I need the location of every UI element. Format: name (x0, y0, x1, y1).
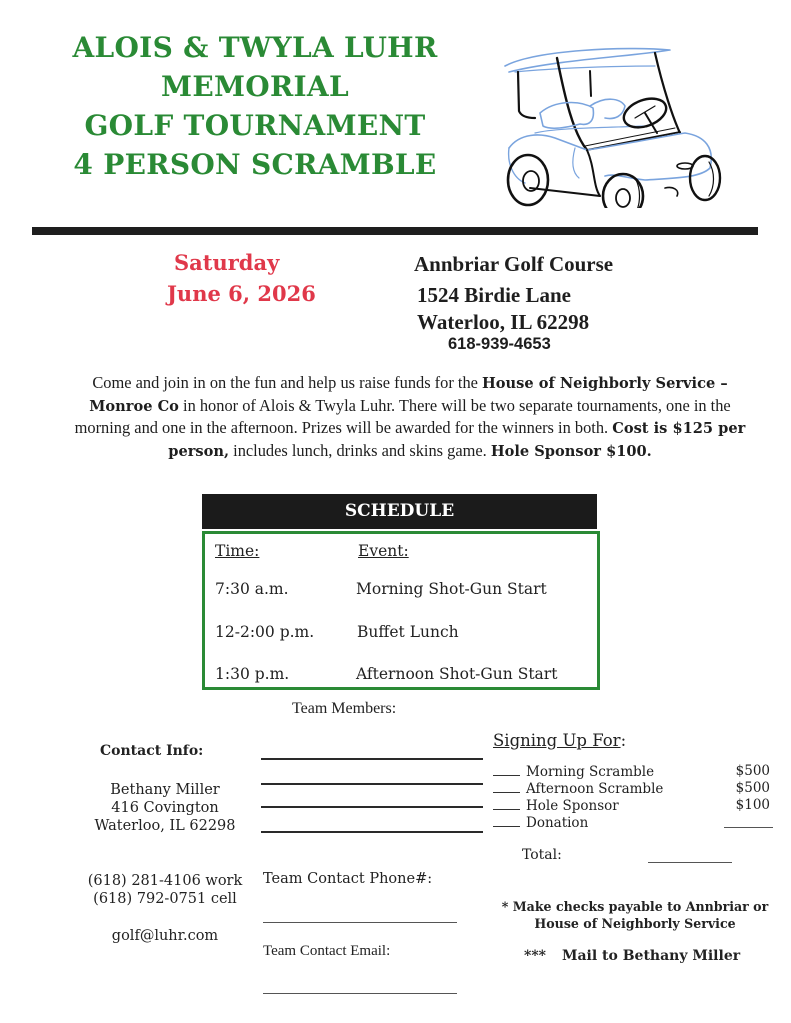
event-header: Event: (358, 542, 409, 560)
option-label: Donation (526, 815, 589, 831)
contact-cell-phone: (618) 792-0751 cell (93, 891, 237, 907)
option-price: $500 (735, 780, 770, 796)
checkbox-blank[interactable] (493, 780, 520, 793)
title-line: GOLF TOURNAMENT (84, 109, 426, 142)
intro-text: Come and join in on the fun and help us raise funds for the (92, 373, 483, 392)
header-divider (32, 227, 758, 235)
schedule-event: Buffet Lunch (357, 623, 459, 641)
schedule-table (202, 531, 600, 690)
option-label: Morning Scramble (526, 764, 655, 780)
beneficiary-name: House of Neighborly Service – Monroe Co (89, 375, 728, 415)
signup-option-afternoon[interactable] (493, 780, 663, 797)
event-date-text: June 6, 2026 (167, 281, 316, 306)
schedule-time: 1:30 p.m. (215, 665, 290, 683)
team-contact-email-label: Team Contact Email: (263, 943, 391, 959)
total-label: Total: (522, 847, 562, 863)
schedule-event: Morning Shot-Gun Start (356, 580, 547, 598)
team-members-label: Team Members: (292, 700, 397, 717)
contact-info-title: Contact Info: (100, 743, 204, 759)
signing-up-title (493, 731, 626, 750)
contact-work-phone: (618) 281-4106 work (87, 873, 243, 889)
venue-phone: 618-939-4653 (448, 335, 551, 353)
venue-name: Annbriar Golf Course (414, 252, 614, 276)
option-price: $100 (735, 797, 770, 813)
tournament-title (30, 28, 480, 184)
contact-city: Waterloo, IL 62298 (94, 818, 236, 834)
event-day: Saturday (174, 250, 280, 275)
total-amount-line[interactable] (648, 862, 732, 863)
time-header: Time: (215, 542, 260, 560)
team-member-line[interactable] (261, 783, 483, 785)
hole-sponsor-text: Hole Sponsor $100. (490, 442, 652, 460)
contact-email[interactable]: golf@luhr.com (111, 928, 219, 944)
golf-cart-icon (495, 38, 735, 208)
intro-text: includes lunch, drinks and skins game. (229, 440, 491, 460)
checks-note-line: House of Neighborly Service (534, 916, 736, 931)
contact-name: Bethany Miller (110, 782, 220, 798)
venue-street: 1524 Birdie Lane (417, 283, 572, 307)
venue-city: Waterloo, IL 62298 (417, 310, 590, 334)
signing-up-label: Signing Up For (493, 731, 621, 750)
team-contact-email-line[interactable] (263, 993, 457, 994)
schedule-event: Afternoon Shot-Gun Start (356, 665, 558, 683)
intro-paragraph (65, 372, 755, 462)
checkbox-blank[interactable] (493, 814, 520, 827)
mail-to-text: Mail to Bethany Miller (561, 948, 741, 964)
team-member-line[interactable] (261, 806, 483, 808)
signup-option-morning[interactable] (493, 763, 654, 780)
title-line: ALOIS & TWYLA LUHR (72, 31, 438, 64)
signup-option-hole-sponsor[interactable] (493, 797, 619, 814)
cost-text: Cost is $125 per person, (168, 420, 746, 460)
checkbox-blank[interactable] (493, 797, 520, 810)
team-member-line[interactable] (261, 758, 483, 760)
team-member-line[interactable] (261, 831, 483, 833)
signup-option-donation[interactable] (493, 814, 588, 831)
mail-stars: *** (524, 948, 546, 964)
team-contact-phone-label: Team Contact Phone#: (263, 871, 433, 887)
contact-address (70, 781, 260, 835)
option-label: Afternoon Scramble (526, 781, 664, 797)
checks-note-line: * Make checks payable to Annbriar or (501, 899, 769, 914)
contact-phones (70, 872, 260, 908)
schedule-time: 7:30 a.m. (215, 580, 289, 598)
title-line: 4 PERSON SCRAMBLE (73, 148, 437, 181)
intro-text: in honor of Alois & Twyla Luhr. There will be two separate tournaments, one in the morning and one in the afternoon. Prizes will be awarded for the winners in both. (74, 395, 731, 438)
donation-amount-line[interactable] (724, 827, 773, 828)
signing-up-colon: : (620, 731, 627, 750)
option-label: Hole Sponsor (526, 798, 619, 814)
checkbox-blank[interactable] (493, 763, 520, 776)
mail-note (524, 948, 740, 964)
schedule-title: SCHEDULE (202, 494, 597, 529)
team-contact-phone-line[interactable] (263, 922, 457, 923)
contact-street: 416 Covington (111, 800, 219, 816)
title-line: MEMORIAL (161, 70, 349, 103)
checks-note (490, 898, 780, 932)
schedule-time: 12-2:00 p.m. (215, 623, 315, 641)
option-price: $500 (735, 763, 770, 779)
